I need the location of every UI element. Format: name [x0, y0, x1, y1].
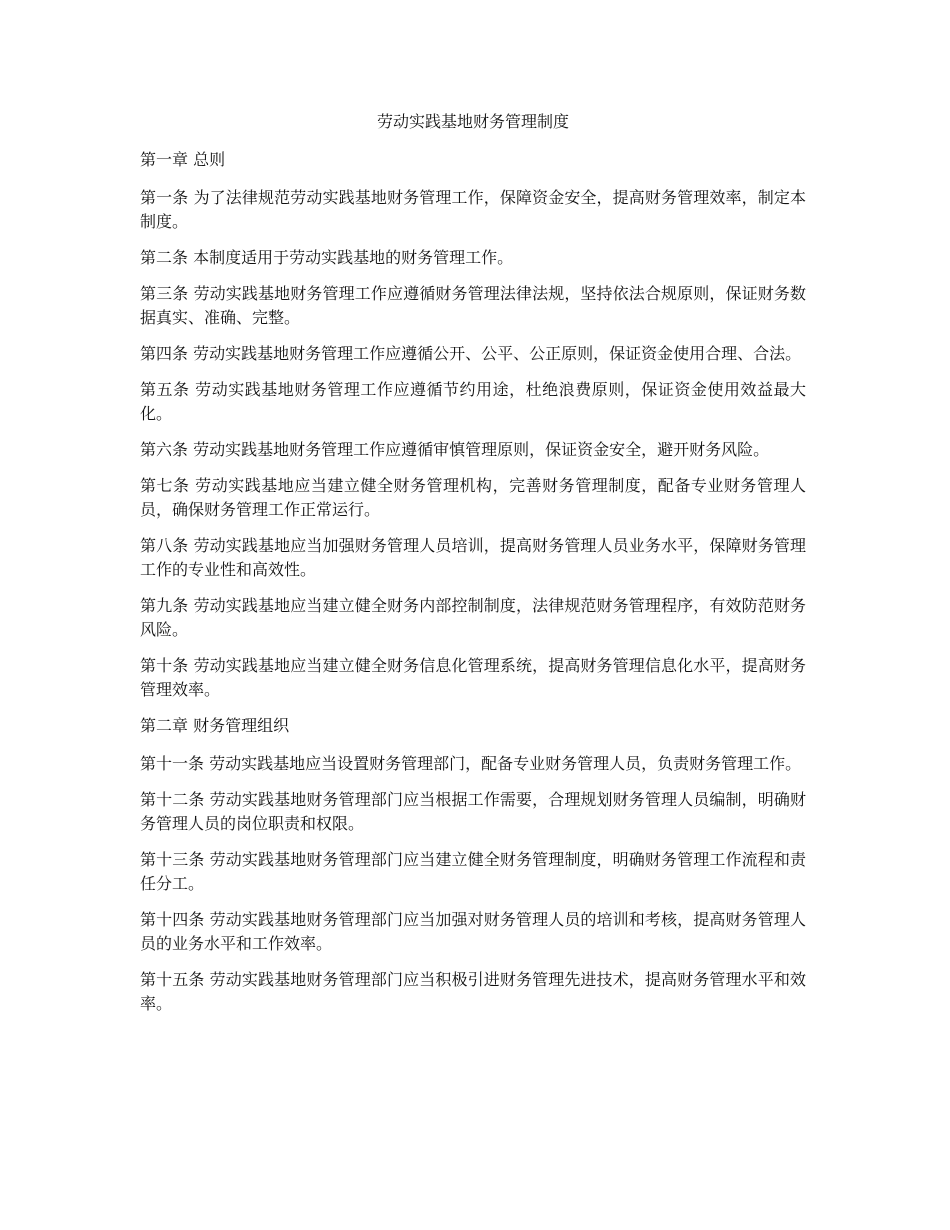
document-title: 劳动实践基地财务管理制度: [376, 112, 569, 131]
article-paragraph: 第十一条 劳动实践基地应当设置财务管理部门，配备专业财务管理人员，负责财务管理工作。: [140, 754, 802, 773]
chapter-heading: 第二章 财务管理组织: [140, 716, 290, 735]
article-paragraph: 第七条 劳动实践基地应当建立健全财务管理机构，完善财务管理制度，配备专业财务管理人员，确保财务管理工作正常运行。: [140, 476, 806, 519]
article-paragraph: 第一条 为了法律规范劳动实践基地财务管理工作，保障资金安全，提高财务管理效率，制定本制度。: [140, 188, 806, 231]
article-paragraph: 第二条 本制度适用于劳动实践基地的财务管理工作。: [140, 248, 514, 267]
document-body: [140, 110, 806, 1028]
article-paragraph: 第六条 劳动实践基地财务管理工作应遵循审慎管理原则，保证资金安全，避开财务风险。: [140, 440, 770, 459]
article-paragraph: 第九条 劳动实践基地应当建立健全财务内部控制制度，法律规范财务管理程序，有效防范财务风险。: [140, 596, 806, 639]
article-paragraph: 第三条 劳动实践基地财务管理工作应遵循财务管理法律法规，坚持依法合规原则，保证财务数据真实、准确、完整。: [140, 284, 806, 327]
article-paragraph: 第十二条 劳动实践基地财务管理部门应当根据工作需要，合理规划财务管理人员编制，明确财务管理人员的岗位职责和权限。: [140, 790, 806, 833]
article-paragraph: 第八条 劳动实践基地应当加强财务管理人员培训，提高财务管理人员业务水平，保障财务管理工作的专业性和高效性。: [140, 536, 806, 579]
article-paragraph: 第十四条 劳动实践基地财务管理部门应当加强对财务管理人员的培训和考核，提高财务管理人员的业务水平和工作效率。: [140, 910, 806, 953]
article-paragraph: 第十五条 劳动实践基地财务管理部门应当积极引进财务管理先进技术，提高财务管理水平和效率。: [140, 970, 806, 1013]
article-paragraph: 第四条 劳动实践基地财务管理工作应遵循公开、公平、公正原则，保证资金使用合理、合法。: [140, 344, 802, 363]
chapter-heading: 第一章 总则: [140, 150, 226, 169]
article-paragraph: 第十条 劳动实践基地应当建立健全财务信息化管理系统，提高财务管理信息化水平，提高财务管理效率。: [140, 656, 806, 699]
article-paragraph: 第十三条 劳动实践基地财务管理部门应当建立健全财务管理制度，明确财务管理工作流程和责任分工。: [140, 850, 806, 893]
article-paragraph: 第五条 劳动实践基地财务管理工作应遵循节约用途，杜绝浪费原则，保证资金使用效益最大化。: [140, 380, 806, 423]
